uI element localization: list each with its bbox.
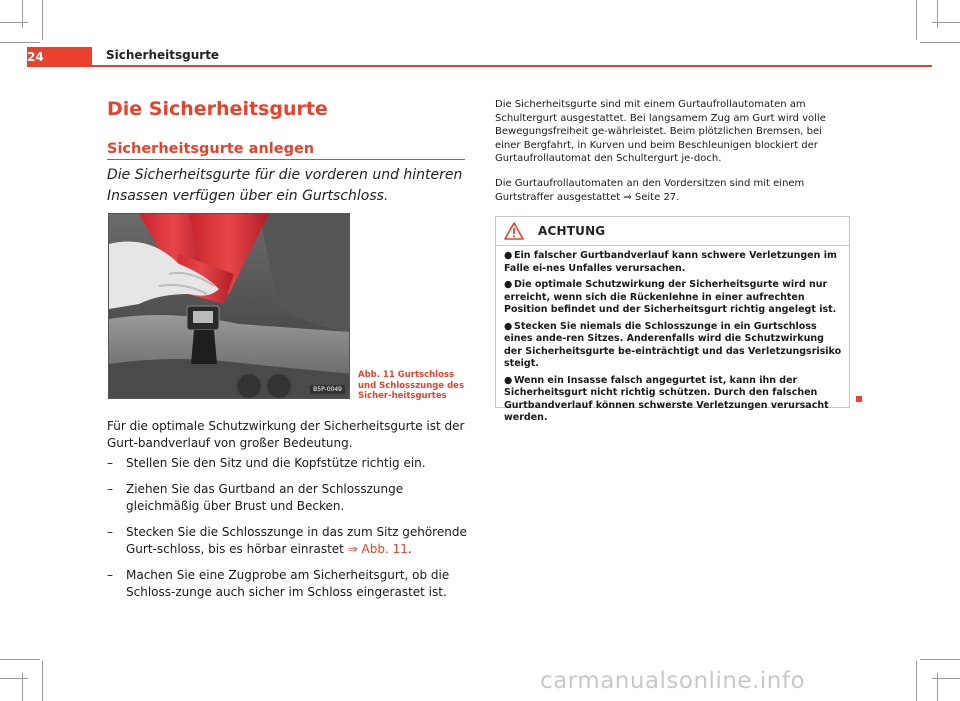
figure-caption: Abb. 11 Gurtschloss und Schlosszunge des Sicher-heitsgurtes [358, 370, 464, 401]
list-dash: – [107, 456, 113, 470]
sub-heading-rule [107, 159, 465, 160]
list-dash: – [107, 525, 113, 539]
bullet: ● [504, 250, 513, 261]
crop-mark [916, 661, 917, 701]
list-item [504, 321, 844, 371]
warning-triangle-icon [504, 222, 524, 240]
crop-mark [0, 42, 40, 43]
watermark: carmanualsonline.info [540, 668, 806, 694]
belt-retractor-paragraph: Die Sicherheitsgurte sind mit einem Gurtaufrollautomaten am Schultergurt ausgestattet. Bei langsamem Zug am Gurt wird volle Bewegungsfreiheit ge-währleistet. Beim plötzlichen Bremsen, bei einer Bergfahrt, in Kurven und beim Beschleunigen blockiert der Gurtaufrollautomat den Schultergurt je-doch. [495, 99, 826, 164]
crop-mark [0, 678, 28, 679]
belt-tensioner-paragraph: Die Gurtaufrollautomaten an den Vordersitzen sind mit einem Gurtstraffer ausgestattet ⇒ Seite 27. [495, 178, 805, 203]
page-header [27, 47, 932, 67]
step-text: Stecken Sie die Schlosszunge in das zum Sitz gehörende Gurt-schloss, bis es hörbar einrastet [126, 525, 467, 556]
warning-header [496, 217, 849, 246]
crop-mark [920, 659, 960, 660]
page-number-tab [27, 47, 92, 67]
crop-mark [22, 0, 23, 28]
seatbelt-figure [108, 213, 350, 399]
figure-code: B5P-0049 [310, 385, 345, 394]
list-item [107, 524, 467, 558]
list-item [107, 455, 467, 472]
header-section-title: Sicherheitsgurte [106, 48, 220, 62]
seatbelt-buckle-illustration [109, 214, 350, 399]
warning-title: ACHTUNG [538, 224, 606, 238]
warning-item-text: Stecken Sie niemals die Schlosszunge in ein Gurtschloss eines ande-ren Sitzes. Anderenfalls wird die Schutzwirkung der Sicherheitsgurte be-einträchtigt und das Verletzungsrisiko steigt. [504, 320, 842, 369]
bullet: ● [504, 374, 513, 386]
list-item [504, 250, 844, 275]
crop-mark [920, 42, 960, 43]
warning-list [504, 250, 844, 429]
crop-mark [0, 659, 40, 660]
step-text: Stellen Sie den Sitz und die Kopfstütze richtig ein. [126, 456, 426, 470]
crop-mark [932, 678, 960, 679]
crop-mark [937, 0, 938, 28]
list-dash: – [107, 482, 113, 496]
warning-item-text: Wenn ein Insasse falsch angegurtet ist, kann ihn der Sicherheitsgurt nicht richtig schützen. Durch den falschen Gurtbandverlauf können schwerste Verletzungen verursacht werden. [504, 374, 829, 423]
step-text-tail: . [407, 542, 412, 556]
bullet: ● [504, 320, 513, 332]
list-dash: – [107, 568, 113, 582]
crop-mark [42, 0, 43, 40]
warning-box [495, 216, 850, 423]
list-item [504, 375, 844, 425]
list-item [107, 481, 467, 515]
bullet: ● [504, 279, 513, 290]
body-paragraph: Für die optimale Schutzwirkung der Sicherheitsgurte ist der Gurt-bandverlauf von großer Bedeutung. [107, 419, 465, 450]
lead-text: Die Sicherheitsgurte für die vorderen und hinteren Insassen verfügen über ein Gurtschloss. [107, 167, 463, 204]
step-text: Machen Sie eine Zugprobe am Sicherheitsgurt, ob die Schloss-zunge auch sicher im Schloss eingerastet ist. [126, 568, 450, 599]
list-item [107, 567, 467, 601]
warning-item-text: Ein falscher Gurtbandverlauf kann schwere Verletzungen im Falle ei-nes Unfalles verursachen. [504, 250, 837, 274]
step-text: Ziehen Sie das Gurtband an der Schlosszunge gleichmäßig über Brust und Becken. [126, 482, 404, 513]
crop-mark [42, 661, 43, 701]
warning-item-text: Die optimale Schutzwirkung der Sicherheitsgurte wird nur erreicht, wenn sich die Rückenlehne in einer aufrechten Position befindet und der Sicherheitsgurt richtig angelegt ist. [504, 279, 837, 315]
sub-heading: Sicherheitsgurte anlegen [107, 141, 315, 157]
page-number: 24 [27, 50, 44, 64]
crop-mark [0, 22, 28, 23]
instruction-steps [107, 455, 467, 610]
crop-mark [916, 0, 917, 40]
page-heading: Die Sicherheitsgurte [107, 98, 328, 120]
crop-mark [932, 22, 960, 23]
list-item [504, 279, 844, 317]
section-end-mark [856, 396, 862, 402]
header-rule [92, 65, 932, 67]
figure-reference-link[interactable]: ⇒ Abb. 11 [347, 542, 408, 556]
